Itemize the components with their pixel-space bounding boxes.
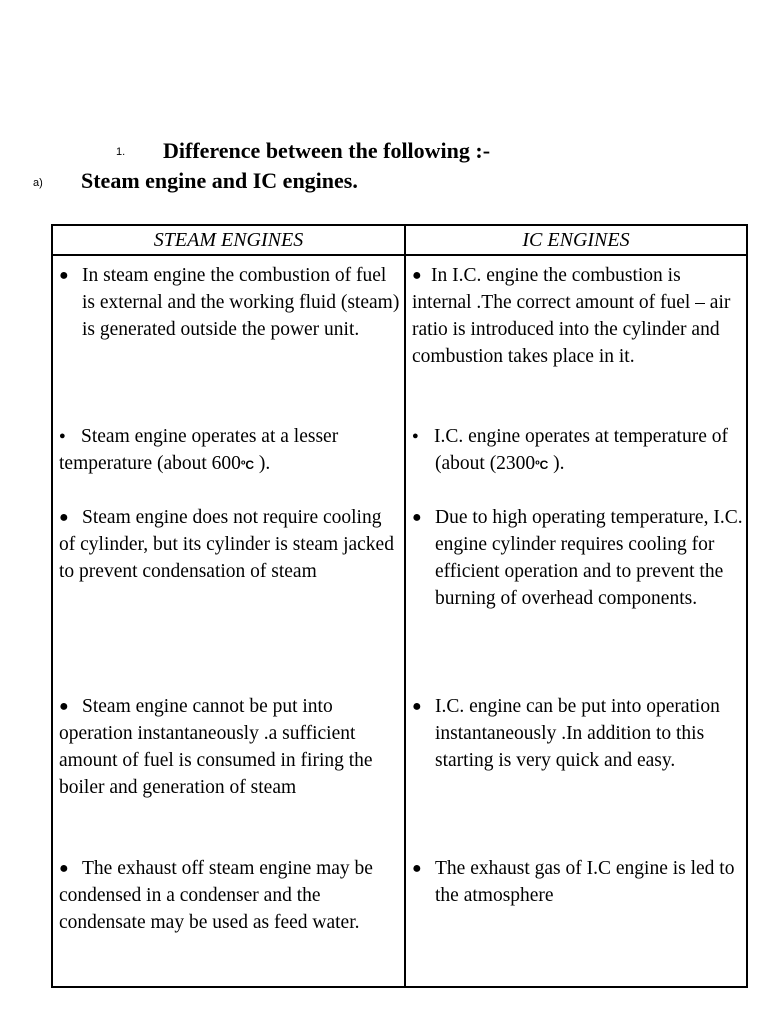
- heading-title: Difference between the following :-: [163, 138, 491, 163]
- ic-point-temperature: ● I.C. engine operates at temperature of (about (2300ºC ).: [412, 423, 743, 479]
- bullet-icon: ●: [412, 430, 419, 442]
- steam-point-startup: ● Steam engine cannot be put into operation instantaneously .a sufficient amount of fuel is consumed in firing the boiler and generation of steam: [59, 693, 401, 801]
- degree-celsius-symbol: ºC: [240, 458, 254, 472]
- column-header-ic-engines: IC ENGINES: [405, 225, 747, 255]
- column-header-steam-engines: STEAM ENGINES: [52, 225, 405, 255]
- comparison-table: [51, 224, 748, 988]
- degree-celsius-symbol: ºC: [535, 458, 549, 472]
- steam-engines-cell: [52, 255, 405, 987]
- ic-point-combustion: ● In I.C. engine the combustion is internal .The correct amount of fuel – air ratio is introduced into the cylinder and combustion takes place in it.: [412, 262, 743, 370]
- ic-point-cooling: ● Due to high operating temperature, I.C. engine cylinder requires cooling for efficient operation and to prevent the burning of overhead components.: [412, 504, 743, 612]
- ic-point-exhaust: ● The exhaust gas of I.C engine is led to the atmosphere: [412, 855, 743, 909]
- bullet-icon: ●: [59, 698, 69, 715]
- bullet-icon: ●: [59, 509, 69, 526]
- ic-engines-cell: [405, 255, 747, 987]
- heading-number: 1.: [116, 146, 126, 158]
- subheading-letter: a): [33, 177, 43, 189]
- bullet-icon: ●: [59, 430, 66, 442]
- bullet-icon: ●: [412, 267, 422, 284]
- steam-point-combustion: ● In steam engine the combustion of fuel is external and the working fluid (steam) is generated outside the power unit.: [59, 262, 401, 343]
- steam-point-temperature: ● Steam engine operates at a lesser temperature (about 600ºC ).: [59, 423, 401, 479]
- bullet-icon: ●: [59, 267, 69, 284]
- bullet-icon: ●: [412, 509, 422, 526]
- bullet-icon: ●: [59, 860, 69, 877]
- table-header-row: [52, 225, 747, 255]
- steam-point-cooling: ● Steam engine does not require cooling of cylinder, but its cylinder is steam jacked to prevent condensation of steam: [59, 504, 401, 585]
- subheading-title: Steam engine and IC engines.: [81, 168, 358, 193]
- ic-point-startup: ● I.C. engine can be put into operation instantaneously .In addition to this starting is very quick and easy.: [412, 693, 743, 774]
- steam-point-exhaust: ● The exhaust off steam engine may be condensed in a condenser and the condensate may be used as feed water.: [59, 855, 401, 936]
- bullet-icon: ●: [412, 698, 422, 715]
- bullet-icon: ●: [412, 860, 422, 877]
- table-row: [52, 255, 747, 987]
